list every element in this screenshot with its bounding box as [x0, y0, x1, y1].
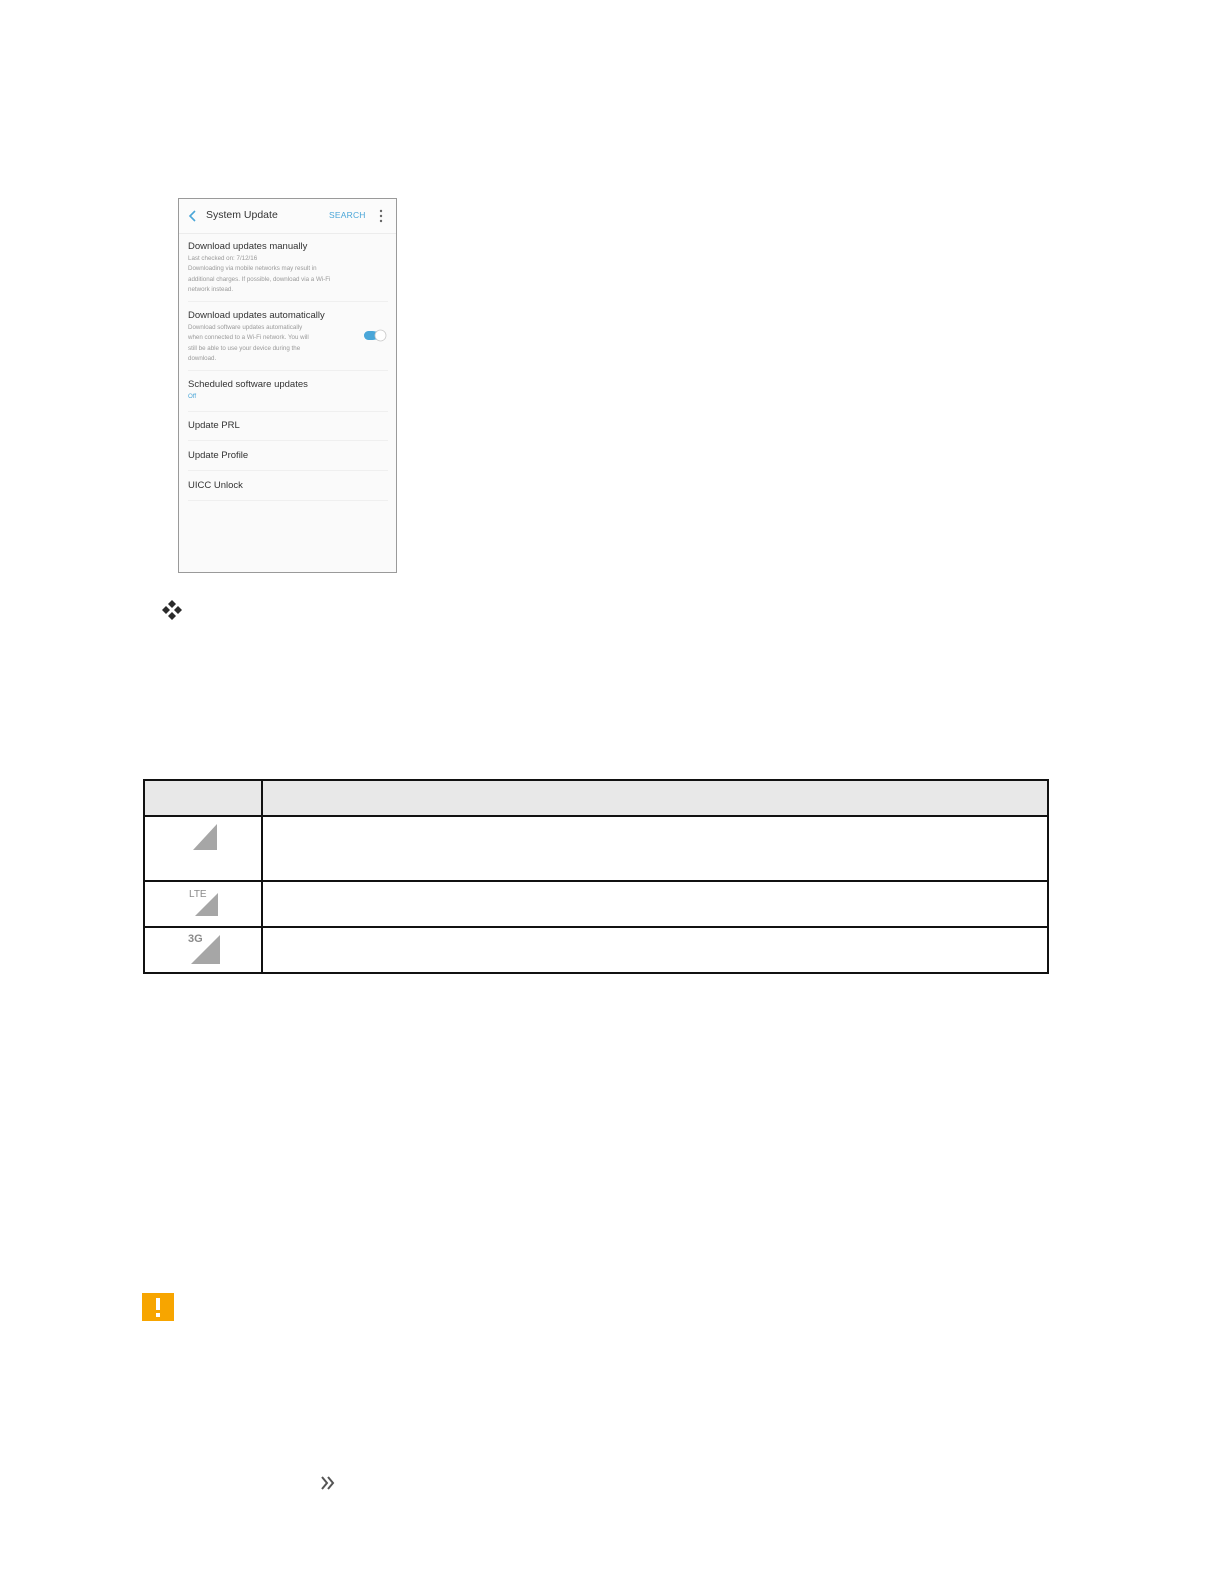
item-title: Update Profile [188, 450, 249, 461]
item-subtitle-line: download. [188, 355, 217, 363]
table-header-row [144, 780, 1048, 816]
signal-icon [192, 823, 218, 851]
table-row [144, 927, 1048, 973]
divider [188, 370, 388, 371]
divider [188, 301, 388, 302]
divider [188, 500, 388, 501]
update-prl-item[interactable] [188, 420, 384, 432]
signal-badge-lte: LTE [189, 889, 207, 900]
item-title: UICC Unlock [188, 480, 243, 491]
download-updates-automatically-item[interactable] [188, 310, 358, 364]
item-title: Update PRL [188, 420, 240, 431]
update-profile-item[interactable] [188, 450, 384, 462]
scheduled-software-updates-item[interactable] [188, 379, 384, 401]
item-subtitle-line: Last checked on: 7/12/16 [188, 255, 258, 262]
table-description-cell [262, 816, 1048, 881]
item-subtitle-line: additional charges. If possible, download via a Wi-Fi [188, 275, 331, 283]
double-chevron-right-icon [320, 1474, 336, 1492]
table-icon-cell [144, 816, 262, 881]
table-header-cell [144, 780, 262, 816]
item-title: Download updates manually [188, 241, 308, 252]
item-subtitle-line: network instead. [188, 286, 234, 294]
table-row [144, 816, 1048, 881]
uicc-unlock-item[interactable] [188, 480, 384, 492]
screen-title: System Update [206, 209, 278, 221]
item-title: Download updates automatically [188, 310, 325, 321]
table-description-cell [262, 927, 1048, 973]
table-header-cell [262, 780, 1048, 816]
back-arrow-icon[interactable] [187, 209, 199, 223]
table-description-cell [262, 881, 1048, 927]
four-diamond-icon [161, 599, 183, 621]
item-subtitle-line: Download software updates automatically [188, 324, 303, 331]
auto-update-toggle[interactable] [363, 329, 387, 342]
item-subtitle-line: Downloading via mobile networks may result in [188, 265, 317, 273]
item-title: Scheduled software updates [188, 379, 308, 390]
download-updates-manually-item[interactable] [188, 241, 384, 295]
table-row [144, 881, 1048, 927]
divider [188, 440, 388, 441]
app-bar [179, 199, 396, 234]
signal-lte-icon [187, 887, 219, 917]
divider [188, 470, 388, 471]
warning-icon [142, 1293, 174, 1321]
item-subtitle-line: still be able to use your device during the [188, 344, 301, 352]
item-status: Off [188, 393, 197, 400]
table-icon-cell [144, 881, 262, 927]
search-button[interactable]: SEARCH [329, 210, 366, 220]
signal-3g-icon [187, 931, 221, 965]
item-subtitle-line: when connected to a Wi-Fi network. You will [188, 334, 309, 342]
system-update-screenshot [178, 198, 397, 573]
more-options-icon[interactable] [379, 209, 383, 223]
signal-icons-table [143, 779, 1049, 974]
signal-badge-3g: 3G [188, 933, 203, 945]
table-icon-cell [144, 927, 262, 973]
divider [188, 411, 388, 412]
